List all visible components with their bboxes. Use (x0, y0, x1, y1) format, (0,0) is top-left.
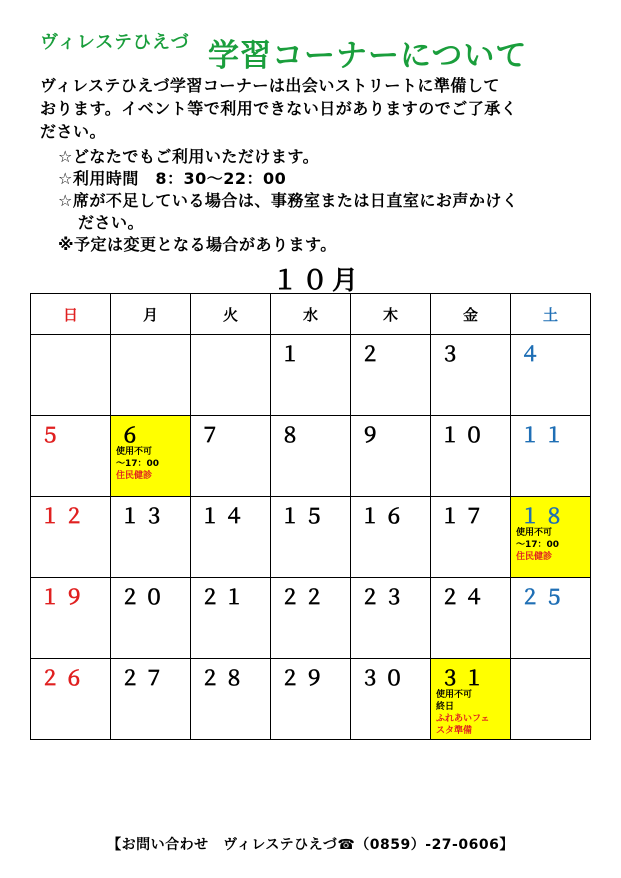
day-number: ４ (520, 342, 544, 366)
note-seats: ☆席が不足している場合は、事務室または日直室にお声かけく (58, 191, 519, 210)
header (40, 24, 600, 72)
day-number: １２ (40, 504, 88, 528)
note-hours: ☆利用時間 8：30～22：00 (58, 169, 287, 188)
calendar-day-cell (431, 578, 511, 659)
day-number: １９ (40, 585, 88, 609)
day-number: ３ (440, 342, 464, 366)
calendar-day-cell (191, 335, 271, 416)
weekday-tue: 火 (191, 294, 271, 335)
weekday-wed: 水 (271, 294, 351, 335)
calendar-day-cell (351, 578, 431, 659)
page-title: 学習コーナーについて (208, 38, 528, 74)
calendar-day-cell (351, 497, 431, 578)
day-event-text: 住民健診 (116, 471, 153, 481)
day-number: ２２ (280, 585, 328, 609)
calendar-day-cell (111, 578, 191, 659)
calendar-day-cell (431, 659, 511, 740)
day-event-text: 使用不可 (116, 447, 153, 457)
calendar-body (31, 335, 591, 740)
calendar-day-cell (431, 416, 511, 497)
calendar-day-cell (111, 497, 191, 578)
calendar-table (30, 293, 591, 740)
intro-line: おります。イベント等で利用できない日がありますのでご了承く (40, 99, 518, 118)
calendar-day-cell (31, 497, 111, 578)
calendar-day-cell (111, 659, 191, 740)
day-event-text: ふれあいフェ (436, 714, 490, 724)
notes-list (58, 146, 598, 256)
day-event-text: スタ準備 (436, 726, 473, 736)
calendar-day-cell (351, 416, 431, 497)
calendar-day-cell (271, 416, 351, 497)
intro-text (40, 74, 600, 143)
calendar-day-cell (31, 335, 111, 416)
day-number: １ (280, 342, 304, 366)
calendar-day-cell (511, 497, 591, 578)
weekday-header-row (31, 294, 591, 335)
calendar-day-cell (511, 335, 591, 416)
weekday-sun: 日 (31, 294, 111, 335)
calendar-day-cell (271, 659, 351, 740)
calendar-day-cell (351, 335, 431, 416)
day-number: ２４ (440, 585, 488, 609)
calendar-day-cell (111, 335, 191, 416)
day-event-text: ～17：00 (116, 459, 160, 469)
day-number: １６ (360, 504, 408, 528)
day-number: １１ (520, 423, 568, 447)
calendar-day-cell (511, 416, 591, 497)
day-number: ２５ (520, 585, 568, 609)
calendar-day-cell (191, 659, 271, 740)
month-title: １０月 (272, 266, 363, 296)
calendar-day-cell (271, 578, 351, 659)
day-number: ３１ (440, 666, 488, 690)
weekday-mon: 月 (111, 294, 191, 335)
calendar-day-cell (191, 416, 271, 497)
calendar-week-row (31, 659, 591, 740)
calendar-week-row (31, 497, 591, 578)
calendar-day-cell (351, 659, 431, 740)
calendar-day-cell (271, 335, 351, 416)
note-anyone: ☆どなたでもご利用いただけます。 (58, 147, 320, 166)
day-number: ２９ (280, 666, 328, 690)
day-number: １７ (440, 504, 488, 528)
calendar-day-cell (511, 659, 591, 740)
day-number: ２８ (200, 666, 248, 690)
calendar-week-row (31, 416, 591, 497)
day-number: １５ (280, 504, 328, 528)
day-number: ６ (120, 423, 144, 447)
day-number: ２３ (360, 585, 408, 609)
day-event-text: 使用不可 (436, 690, 473, 700)
day-number: １０ (440, 423, 488, 447)
day-number: ８ (280, 423, 304, 447)
calendar-day-cell (31, 578, 111, 659)
calendar-day-cell (431, 497, 511, 578)
calendar-day-cell (191, 497, 271, 578)
facility-name: ヴィレステひえづ (40, 32, 190, 53)
calendar-day-cell (511, 578, 591, 659)
calendar-day-cell (31, 416, 111, 497)
day-number: ２７ (120, 666, 168, 690)
day-number: １３ (120, 504, 168, 528)
note-seats-continued: ださい。 (78, 213, 145, 232)
calendar-week-row (31, 578, 591, 659)
day-number: ２０ (120, 585, 168, 609)
day-number: １８ (520, 504, 568, 528)
day-number: ２６ (40, 666, 88, 690)
day-event-text: 住民健診 (516, 552, 553, 562)
day-number: ２ (360, 342, 384, 366)
calendar-day-cell (111, 416, 191, 497)
intro-line: ヴィレステひえづ学習コーナーは出会いストリートに準備して (40, 76, 500, 95)
weekday-fri: 金 (431, 294, 511, 335)
day-number: ５ (40, 423, 64, 447)
day-number: ２１ (200, 585, 248, 609)
calendar-day-cell (191, 578, 271, 659)
day-event-text: 使用不可 (516, 528, 553, 538)
day-number: １４ (200, 504, 248, 528)
weekday-thu: 木 (351, 294, 431, 335)
calendar-day-cell (431, 335, 511, 416)
intro-line: ださい。 (40, 122, 107, 141)
day-number: ９ (360, 423, 384, 447)
calendar-day-cell (271, 497, 351, 578)
calendar-week-row (31, 335, 591, 416)
note-schedule-change: ※予定は変更となる場合があります。 (58, 235, 337, 254)
day-event-text: 終日 (436, 702, 455, 712)
contact-info: 【お問い合わせ ヴィレステひえづ☎（0859）-27-0606】 (107, 837, 514, 853)
day-number: ３０ (360, 666, 408, 690)
calendar-day-cell (31, 659, 111, 740)
day-event-text: ～17：00 (516, 540, 560, 550)
day-number: ７ (200, 423, 224, 447)
weekday-sat: 土 (511, 294, 591, 335)
